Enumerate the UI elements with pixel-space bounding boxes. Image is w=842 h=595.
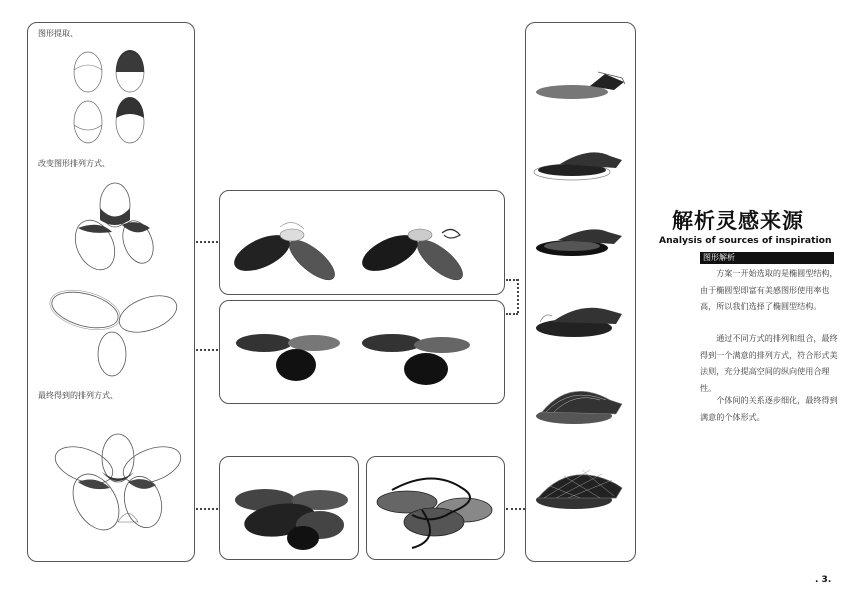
form-evolution-stages [530, 60, 630, 530]
paragraph-1: 方案一开始选取的是椭圆型结构，由于椭圆型即富有美感图形使用率也高，所以我们选择了椭圆型结构。 [700, 268, 838, 312]
paragraph-3: 个体间的关系逐步细化，最终得到满意的个体形式。 [700, 395, 838, 422]
page-subtitle: Analysis of sources of inspiration [659, 235, 832, 246]
render-assembly-solid [225, 470, 355, 555]
section-title: 图形解析 [703, 253, 735, 262]
render-pair-top [230, 205, 490, 285]
connector-right-vertical [517, 279, 519, 313]
paragraph-2: 通过不同方式的排列和组合，最终得到一个满意的排列方式，符合形式美法则，充分提高空间的纵向使用合理性。 [700, 333, 838, 393]
label-final-arrangement: 最终得到的排列方式、 [38, 391, 118, 400]
arrangement-sketch-1 [60, 180, 170, 280]
connector-bottom-right [506, 508, 525, 510]
connector-top [196, 241, 218, 243]
ellipse-extraction-sketches [60, 40, 160, 150]
label-change-arrangement: 改变图形排列方式、 [38, 159, 110, 168]
render-assembly-frame [372, 470, 502, 555]
label-shape-extraction: 图形提取、 [38, 29, 78, 38]
render-pair-middle [232, 325, 492, 397]
page-title: 解析灵感来源 [672, 209, 804, 233]
connector-middle [196, 349, 218, 351]
arrangement-sketch-2 [40, 280, 185, 380]
final-arrangement-sketch [48, 430, 188, 540]
page-number: . 3. [815, 575, 832, 585]
connector-right-bottom [506, 313, 518, 315]
connector-bottom-left [196, 508, 218, 510]
